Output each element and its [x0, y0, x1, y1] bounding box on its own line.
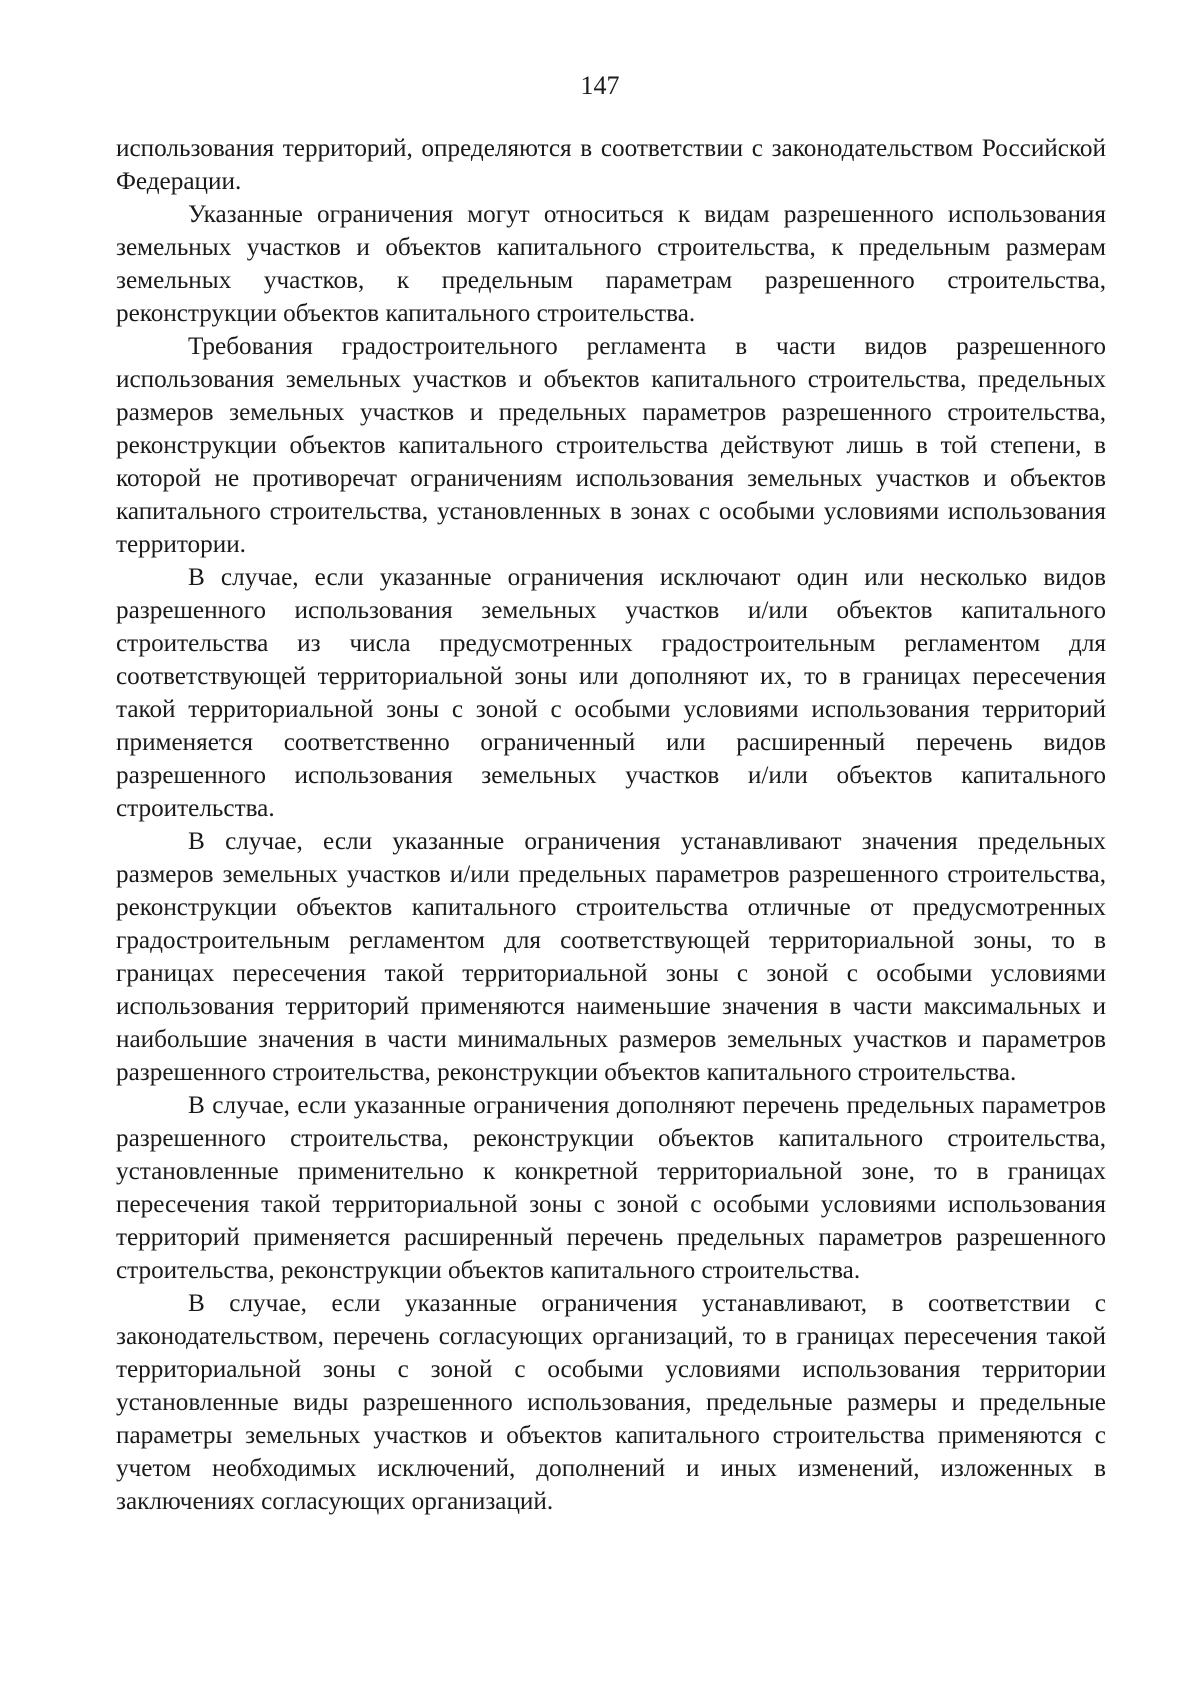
- paragraph-continuation: использования территорий, определяются в соответствии с законодательством Российской Федерации.: [116, 135, 1106, 195]
- paragraph: В случае, если указанные ограничения устанавливают, в соответствии с законодательством, перечень согласующих организаций, то в границах пересечения такой территориальной зоны с зоной с особыми условиями использования территории установленные виды разрешенного использования, предельные размеры и предельные параметры земельных участков и объектов капитального строительства применяются с учетом необходимых исключений, дополнений и иных изменений, изложенных в заключениях согласующих организаций.: [116, 1290, 1106, 1515]
- page-number: 147: [580, 71, 620, 100]
- paragraph: Указанные ограничения могут относиться к видам разрешенного использования земельных участков и объектов капитального строительства, к предельным размерам земельных участков, к предельным параметрам разрешенного строительства, реконструкции объектов капитального строительства.: [116, 201, 1106, 327]
- paragraph: В случае, если указанные ограничения исключают один или несколько видов разрешенного использования земельных участков и/или объектов капитального строительства из числа предусмотренных градостроительным регламентом для соответствующей территориальной зоны или дополняют их, то в границах пересечения такой территориальной зоны с зоной с особыми условиями использования территорий применяется соответственно ограниченный или расширенный перечень видов разрешенного использования земельных участков и/или объектов капитального строительства.: [116, 564, 1106, 822]
- paragraph: В случае, если указанные ограничения устанавливают значения предельных размеров земельных участков и/или предельных параметров разрешенного строительства, реконструкции объектов капитального строительства отличные от предусмотренных градостроительным регламентом для соответствующей территориальной зоны, то в границах пересечения такой территориальной зоны с зоной с особыми условиями использования территорий применяются наименьшие значения в части максимальных и наибольшие значения в части минимальных размеров земельных участков и параметров разрешенного строительства, реконструкции объектов капитального строительства.: [116, 828, 1106, 1086]
- paragraph: Требования градостроительного регламента в части видов разрешенного использования земельных участков и объектов капитального строительства, предельных размеров земельных участков и предельных параметров разрешенного строительства, реконструкции объектов капитального строительства действуют лишь в той степени, в которой не противоречат ограничениям использования земельных участков и объектов капитального строительства, установленных в зонах с особыми условиями использования территории.: [116, 333, 1106, 558]
- document-body: [116, 132, 1106, 1518]
- paragraph: В случае, если указанные ограничения дополняют перечень предельных параметров разрешенного строительства, реконструкции объектов капитального строительства, установленные применительно к конкретной территориальной зоне, то в границах пересечения такой территориальной зоны с зоной с особыми условиями использования территорий применяется расширенный перечень предельных параметров разрешенного строительства, реконструкции объектов капитального строительства.: [116, 1092, 1106, 1284]
